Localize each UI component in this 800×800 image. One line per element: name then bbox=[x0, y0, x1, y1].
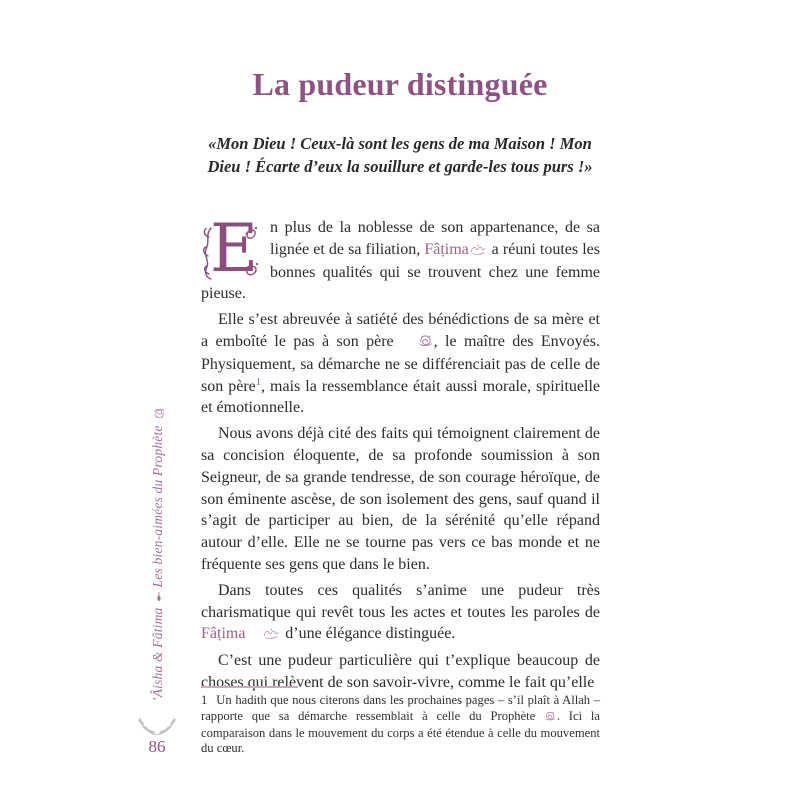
body-paragraph bbox=[201, 210, 601, 305]
text-run: , mais la ressemblance était aussi morale, spirituelle et émotionnelle. bbox=[201, 377, 601, 417]
text-run: Les bien-aimées du Prophète bbox=[150, 425, 165, 588]
text-run: Dans toutes ces qualités s’anime une pudeur très charismatique qui revêt tous les actes et toutes les paroles de bbox=[201, 581, 600, 621]
footnote-ref-marker: 1 bbox=[255, 376, 262, 388]
honorific-saws-icon bbox=[545, 710, 556, 726]
text-run: Elle s’est abreuvée à satiété des bénédictions de sa mère et a emboîté le pas à son père bbox=[201, 311, 600, 350]
text-run: a réuni toutes les bonnes qualités qui se trouvent chez une femme pieuse. bbox=[201, 240, 601, 303]
text-run: d’une élégance distinguée. bbox=[281, 625, 456, 643]
name-highlight: Fâṭima bbox=[424, 240, 469, 258]
body-paragraph bbox=[201, 423, 600, 576]
epigraph-quote: «Mon Dieu ! Ceux-là sont les gens de ma Maison ! Mon Dieu ! Écarte d’eux la souillure et garde-les tous purs !» bbox=[207, 134, 593, 176]
fleuron-icon bbox=[151, 592, 167, 602]
text-run: n plus de la noblesse de son appartenance, de sa lignée et de sa filiation, bbox=[270, 219, 600, 258]
laurel-ornament-icon bbox=[136, 716, 178, 738]
footnote-divider bbox=[201, 686, 298, 688]
drop-cap-letter: E bbox=[210, 210, 259, 287]
running-sidebar-title bbox=[150, 420, 177, 702]
body-paragraph bbox=[201, 580, 600, 646]
body-text bbox=[201, 210, 601, 698]
text-run: , le maître des Envoyés. Physiquement, sa démarche ne se différenciait pas de celle de son père bbox=[201, 332, 601, 395]
text-run: . Ici la comparaison dans le mouvement du corps a été étendue à celle du mouvement du cœur. bbox=[201, 708, 600, 756]
text-run: Nous avons déjà cité des faits qui témoignent clairement de sa concision éloquente, de sa profonde soumission à son Seigneur, de sa grande tendresse, de son courage héroïque, de son éminente ascèse, de son isolement des gens, sauf quand il s’agit de participer au bien, de la sérénité qu’elle répand autour d’elle. Elle ne se tourne pas vers ce bas monde et ne fréquente ses gens que dans le bien. bbox=[201, 425, 600, 573]
honorific-saws-light-icon bbox=[151, 409, 167, 420]
honorific-as-icon bbox=[470, 240, 487, 262]
text-run: Un hadith que nous citerons dans les prochaines pages – s’il plaît à Allah – rapporte que sa démarche ressemblait à celle du Prophète bbox=[201, 693, 600, 723]
footnote-number: 1 bbox=[201, 693, 208, 707]
text-run: C’est une pudeur particulière qui t’explique beaucoup de choses qui relèvent de son savoir-vivre, comme le fait qu’elle bbox=[201, 652, 600, 691]
honorific-saws-icon bbox=[402, 332, 433, 354]
drop-cap bbox=[201, 210, 261, 287]
footnote bbox=[201, 693, 600, 757]
text-run: ’Âisha & Fâtima bbox=[150, 607, 165, 702]
name-highlight: Fâṭima bbox=[201, 625, 246, 643]
body-paragraph bbox=[201, 309, 600, 419]
page-number: 86 bbox=[148, 737, 166, 756]
honorific-as-icon bbox=[246, 624, 280, 646]
chapter-title: La pudeur distinguée bbox=[252, 66, 548, 102]
